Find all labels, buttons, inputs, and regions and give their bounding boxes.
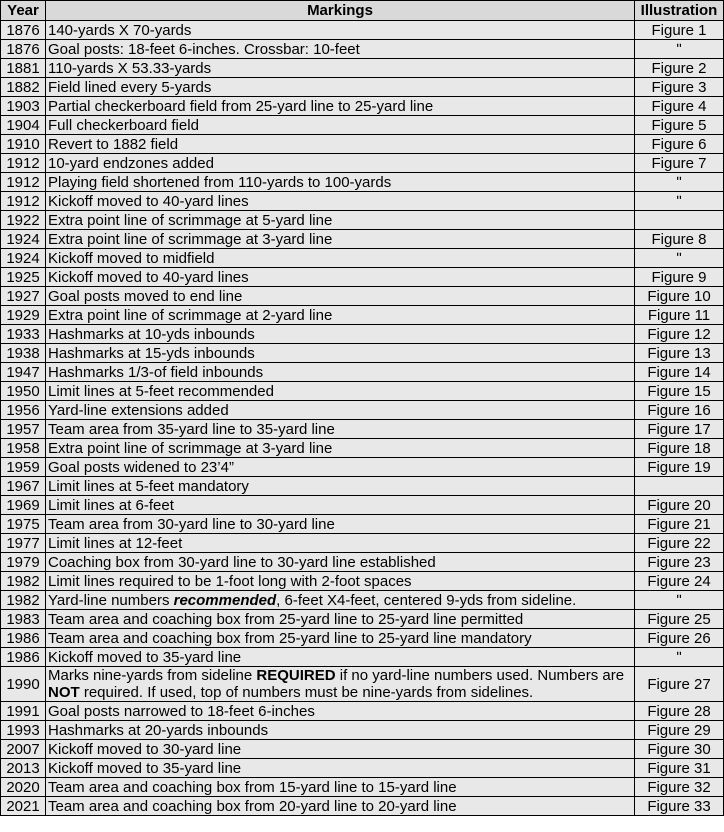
- table-row: [1, 192, 724, 211]
- illustration-cell: Figure 30: [635, 740, 724, 759]
- table-row: [1, 759, 724, 778]
- illustration-cell: Figure 22: [635, 534, 724, 553]
- table-row: [1, 721, 724, 740]
- year-header: Year: [1, 1, 46, 21]
- table-row: [1, 268, 724, 287]
- illustration-cell: Figure 14: [635, 363, 724, 382]
- table-row: [1, 306, 724, 325]
- table-row: [1, 629, 724, 648]
- year-cell: 1959: [1, 458, 46, 477]
- year-cell: 1882: [1, 78, 46, 97]
- illustration-cell: [635, 477, 724, 496]
- marking-text: Marks nine-yards from sideline: [48, 667, 257, 684]
- marking-cell: Limit lines at 5-feet recommended: [46, 382, 635, 401]
- year-cell: 1876: [1, 40, 46, 59]
- year-cell: 1924: [1, 230, 46, 249]
- marking-cell: Kickoff moved to midfield: [46, 249, 635, 268]
- marking-text: required. If used, top of numbers must be nine-yards from sidelines.: [79, 684, 534, 701]
- year-cell: 2021: [1, 797, 46, 816]
- illustration-cell: Figure 32: [635, 778, 724, 797]
- marking-cell: Hashmarks at 15-yds inbounds: [46, 344, 635, 363]
- illustration-cell: Figure 16: [635, 401, 724, 420]
- year-cell: 1912: [1, 192, 46, 211]
- illustration-cell: Figure 13: [635, 344, 724, 363]
- marking-cell: Hashmarks 1/3-of field inbounds: [46, 363, 635, 382]
- illustration-cell: Figure 10: [635, 287, 724, 306]
- marking-cell: Field lined every 5-yards: [46, 78, 635, 97]
- year-cell: 1933: [1, 325, 46, 344]
- illustration-cell: [635, 211, 724, 230]
- marking-cell: 140-yards X 70-yards: [46, 21, 635, 40]
- illustration-cell: Figure 31: [635, 759, 724, 778]
- illustration-cell: ʺ: [635, 591, 724, 610]
- marking-cell: Hashmarks at 20-yards inbounds: [46, 721, 635, 740]
- illustration-cell: Figure 25: [635, 610, 724, 629]
- illustration-cell: Figure 17: [635, 420, 724, 439]
- year-cell: 1881: [1, 59, 46, 78]
- illustration-cell: Figure 15: [635, 382, 724, 401]
- illustration-cell: Figure 5: [635, 116, 724, 135]
- marking-cell: Team area and coaching box from 25-yard line to 25-yard line mandatory: [46, 629, 635, 648]
- table-row: [1, 325, 724, 344]
- marking-cell: Limit lines at 5-feet mandatory: [46, 477, 635, 496]
- table-row: [1, 21, 724, 40]
- year-cell: 1967: [1, 477, 46, 496]
- marking-cell: Partial checkerboard field from 25-yard line to 25-yard line: [46, 97, 635, 116]
- marking-cell: Limit lines at 6-feet: [46, 496, 635, 515]
- marking-text: if no yard-line numbers used. Numbers are: [335, 667, 625, 684]
- year-cell: 1956: [1, 401, 46, 420]
- marking-cell: Goal posts widened to 23’4”: [46, 458, 635, 477]
- illustration-cell: Figure 27: [635, 667, 724, 702]
- marking-cell: 110-yards X 53.33-yards: [46, 59, 635, 78]
- illustration-cell: Figure 21: [635, 515, 724, 534]
- illustration-cell: Figure 26: [635, 629, 724, 648]
- marking-cell: Kickoff moved to 40-yard lines: [46, 192, 635, 211]
- year-cell: 1957: [1, 420, 46, 439]
- table-row: [1, 78, 724, 97]
- marking-cell: Team area from 35-yard line to 35-yard line: [46, 420, 635, 439]
- year-cell: 1979: [1, 553, 46, 572]
- illustration-cell: Figure 2: [635, 59, 724, 78]
- year-cell: 1947: [1, 363, 46, 382]
- year-cell: 1982: [1, 572, 46, 591]
- table-row: [1, 135, 724, 154]
- table-row: [1, 534, 724, 553]
- marking-cell: Yard-line extensions added: [46, 401, 635, 420]
- marking-text: Yard-line numbers: [48, 591, 174, 609]
- marking-cell: Team area and coaching box from 25-yard line to 25-yard line permitted: [46, 610, 635, 629]
- table-row: [1, 40, 724, 59]
- illustration-cell: Figure 28: [635, 702, 724, 721]
- year-cell: 1938: [1, 344, 46, 363]
- markings-header: Markings: [46, 1, 635, 21]
- year-cell: 1922: [1, 211, 46, 230]
- table-row: [1, 740, 724, 759]
- marking-cell: Team area from 30-yard line to 30-yard line: [46, 515, 635, 534]
- header-row: [1, 1, 724, 21]
- table-row: [1, 420, 724, 439]
- table-row: [1, 382, 724, 401]
- table-row: [1, 249, 724, 268]
- year-cell: 1990: [1, 667, 46, 702]
- marking-cell: Full checkerboard field: [46, 116, 635, 135]
- year-cell: 1982: [1, 591, 46, 610]
- marking-cell: Kickoff moved to 30-yard line: [46, 740, 635, 759]
- marking-cell: 10-yard endzones added: [46, 154, 635, 173]
- illustration-cell: Figure 20: [635, 496, 724, 515]
- table-row: [1, 230, 724, 249]
- year-cell: 1991: [1, 702, 46, 721]
- marking-cell: Playing field shortened from 110-yards to 100-yards: [46, 173, 635, 192]
- year-cell: 2013: [1, 759, 46, 778]
- year-cell: 1993: [1, 721, 46, 740]
- illustration-cell: Figure 9: [635, 268, 724, 287]
- marking-cell: Goal posts: 18-feet 6-inches. Crossbar: 10-feet: [46, 40, 635, 59]
- illustration-cell: Figure 8: [635, 230, 724, 249]
- year-cell: 1910: [1, 135, 46, 154]
- table-row: [1, 610, 724, 629]
- emphasis-text: NOT: [48, 684, 80, 701]
- table-row: [1, 702, 724, 721]
- year-cell: 1924: [1, 249, 46, 268]
- table-row: [1, 572, 724, 591]
- table-row: [1, 401, 724, 420]
- marking-cell: [46, 591, 635, 610]
- table-row: [1, 667, 724, 702]
- table-row: [1, 344, 724, 363]
- year-cell: 2007: [1, 740, 46, 759]
- year-cell: 1986: [1, 629, 46, 648]
- table-row: [1, 116, 724, 135]
- emphasis-text: recommended: [173, 591, 277, 609]
- year-cell: 1912: [1, 173, 46, 192]
- year-cell: 1958: [1, 439, 46, 458]
- marking-cell: Goal posts narrowed to 18-feet 6-inches: [46, 702, 635, 721]
- marking-cell: Hashmarks at 10-yds inbounds: [46, 325, 635, 344]
- emphasis-text: REQUIRED: [256, 667, 336, 684]
- table-row: [1, 211, 724, 230]
- marking-cell: Goal posts moved to end line: [46, 287, 635, 306]
- table-row: [1, 648, 724, 667]
- illustration-cell: Figure 4: [635, 97, 724, 116]
- year-cell: 1977: [1, 534, 46, 553]
- table-row: [1, 287, 724, 306]
- year-cell: 1969: [1, 496, 46, 515]
- table-row: [1, 59, 724, 78]
- table-row: [1, 154, 724, 173]
- illustration-cell: Figure 29: [635, 721, 724, 740]
- illustration-cell: ʺ: [635, 40, 724, 59]
- table-row: [1, 553, 724, 572]
- illustration-cell: Figure 33: [635, 797, 724, 816]
- marking-cell: Kickoff moved to 40-yard lines: [46, 268, 635, 287]
- illustration-cell: ʺ: [635, 648, 724, 667]
- illustration-cell: Figure 7: [635, 154, 724, 173]
- year-cell: 1912: [1, 154, 46, 173]
- illustration-cell: ʺ: [635, 192, 724, 211]
- year-cell: 1975: [1, 515, 46, 534]
- marking-cell: Team area and coaching box from 20-yard line to 20-yard line: [46, 797, 635, 816]
- illustration-header: Illustration: [635, 1, 724, 21]
- year-cell: 1927: [1, 287, 46, 306]
- illustration-cell: Figure 18: [635, 439, 724, 458]
- illustration-cell: Figure 23: [635, 553, 724, 572]
- year-cell: 1903: [1, 97, 46, 116]
- marking-text: , 6-feet X4-feet, centered 9-yds from sideline.: [276, 591, 577, 609]
- marking-cell: Limit lines at 12-feet: [46, 534, 635, 553]
- illustration-cell: Figure 1: [635, 21, 724, 40]
- illustration-cell: ʺ: [635, 249, 724, 268]
- table-row: [1, 496, 724, 515]
- marking-cell: Extra point line of scrimmage at 3-yard line: [46, 439, 635, 458]
- table-row: [1, 439, 724, 458]
- marking-cell: [46, 667, 635, 702]
- year-cell: 1876: [1, 21, 46, 40]
- year-cell: 2020: [1, 778, 46, 797]
- table-row: [1, 458, 724, 477]
- marking-cell: Kickoff moved to 35-yard line: [46, 648, 635, 667]
- illustration-cell: Figure 11: [635, 306, 724, 325]
- table-row: [1, 515, 724, 534]
- year-cell: 1904: [1, 116, 46, 135]
- illustration-cell: Figure 24: [635, 572, 724, 591]
- year-cell: 1950: [1, 382, 46, 401]
- year-cell: 1925: [1, 268, 46, 287]
- table-row: [1, 97, 724, 116]
- marking-cell: Kickoff moved to 35-yard line: [46, 759, 635, 778]
- illustration-cell: Figure 19: [635, 458, 724, 477]
- marking-cell: Revert to 1882 field: [46, 135, 635, 154]
- marking-cell: Team area and coaching box from 15-yard line to 15-yard line: [46, 778, 635, 797]
- marking-cell: Extra point line of scrimmage at 3-yard line: [46, 230, 635, 249]
- marking-cell: Limit lines required to be 1-foot long with 2-foot spaces: [46, 572, 635, 591]
- marking-cell: Extra point line of scrimmage at 2-yard line: [46, 306, 635, 325]
- table-row: [1, 797, 724, 816]
- table-row: [1, 173, 724, 192]
- marking-cell: Coaching box from 30-yard line to 30-yard line established: [46, 553, 635, 572]
- table-row: [1, 477, 724, 496]
- year-cell: 1929: [1, 306, 46, 325]
- year-cell: 1983: [1, 610, 46, 629]
- year-cell: 1986: [1, 648, 46, 667]
- illustration-cell: Figure 12: [635, 325, 724, 344]
- illustration-cell: ʺ: [635, 173, 724, 192]
- illustration-cell: Figure 6: [635, 135, 724, 154]
- illustration-cell: Figure 3: [635, 78, 724, 97]
- table-row: [1, 363, 724, 382]
- table-row: [1, 591, 724, 610]
- marking-cell: Extra point line of scrimmage at 5-yard line: [46, 211, 635, 230]
- table-row: [1, 778, 724, 797]
